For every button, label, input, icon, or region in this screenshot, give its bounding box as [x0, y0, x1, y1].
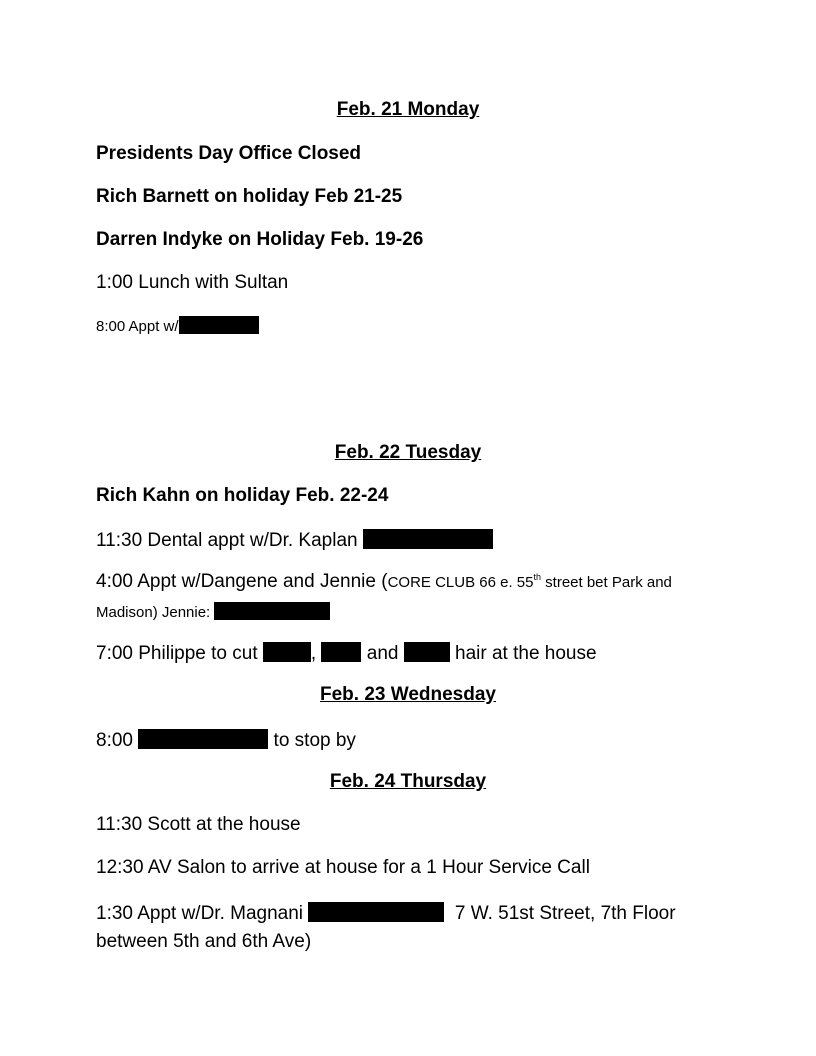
- entry-philippe-a: 7:00 Philippe to cut: [96, 643, 258, 664]
- entry-rich-barnett-holiday: Rich Barnett on holiday Feb 21-25: [96, 186, 403, 207]
- redaction-box: [138, 729, 268, 749]
- day-heading-feb-23: Feb. 23 Wednesday: [320, 684, 496, 705]
- entry-stop-by-a: 8:00: [96, 730, 133, 751]
- entry-darren-indyke-holiday: Darren Indyke on Holiday Feb. 19-26: [96, 229, 424, 250]
- entry-philippe-comma: ,: [310, 643, 317, 664]
- entry-magnani-cont: between 5th and 6th Ave): [96, 931, 312, 952]
- entry-core-club-detail-a: CORE CLUB 66 e. 55: [387, 574, 534, 591]
- redaction-box: [321, 642, 361, 662]
- redaction-box: [308, 902, 444, 922]
- entry-appt-8: [96, 316, 259, 334]
- redaction-box: [263, 642, 311, 662]
- entry-magnani-b: 7 W. 51st Street, 7th Floor: [454, 903, 676, 924]
- entry-core-club-cont-text: Madison) Jennie:: [96, 604, 211, 621]
- entry-core-club-appt: [96, 572, 672, 591]
- redaction-box: [363, 529, 493, 549]
- day-heading-feb-21: Feb. 21 Monday: [336, 99, 480, 120]
- entry-stop-by-b: to stop by: [273, 730, 356, 751]
- redaction-box: [179, 316, 259, 334]
- entry-rich-kahn-holiday: Rich Kahn on holiday Feb. 22-24: [96, 485, 389, 506]
- entry-core-club-sup: th: [533, 572, 541, 582]
- entry-core-club-detail-b: street bet Park and: [540, 574, 672, 591]
- entry-appt-8-text: 8:00 Appt w/: [96, 318, 179, 335]
- redaction-box: [404, 642, 450, 662]
- day-heading-feb-22: Feb. 22 Tuesday: [334, 442, 482, 463]
- entry-core-club-lead: 4:00 Appt w/Dangene and Jennie (: [96, 571, 388, 592]
- entry-dental-appt: [96, 529, 493, 550]
- entry-core-club-cont: [96, 602, 330, 620]
- entry-lunch-sultan: 1:00 Lunch with Sultan: [96, 272, 289, 293]
- entry-dental-appt-text: 11:30 Dental appt w/Dr. Kaplan: [96, 530, 358, 551]
- entry-scott-house: 11:30 Scott at the house: [96, 814, 301, 835]
- entry-philippe-tail: hair at the house: [455, 643, 597, 664]
- entry-presidents-day: Presidents Day Office Closed: [96, 143, 362, 164]
- entry-philippe-and: and: [366, 643, 399, 664]
- day-heading-feb-24: Feb. 24 Thursday: [329, 771, 487, 792]
- entry-magnani-appt: [96, 902, 676, 923]
- entry-magnani-a: 1:30 Appt w/Dr. Magnani: [96, 903, 304, 924]
- entry-av-salon: 12:30 AV Salon to arrive at house for a 1 Hour Service Call: [96, 857, 590, 878]
- entry-philippe-haircut: [96, 642, 597, 663]
- entry-stop-by: [96, 729, 356, 750]
- redaction-box: [214, 602, 330, 620]
